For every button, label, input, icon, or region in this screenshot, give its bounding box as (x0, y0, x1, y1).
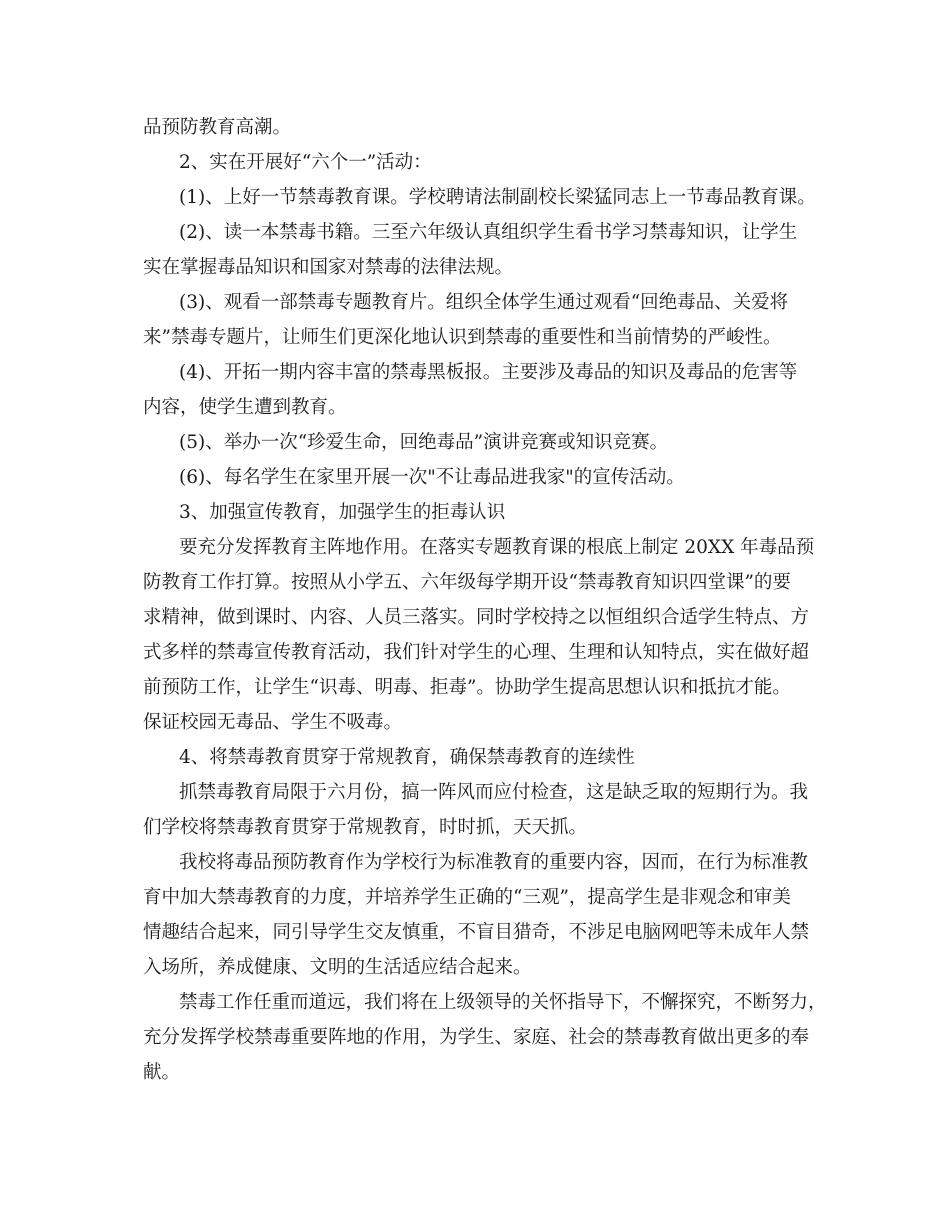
text-line: 们学校将禁毒教育贯穿于常规教育，时时抓，天天抓。 (143, 817, 588, 838)
text-line: 实在掌握毒品知识和国家对禁毒的法律法规。 (143, 257, 514, 278)
section-heading: 3、加强宣传教育，加强学生的拒毒认识 (179, 502, 506, 523)
list-item: (2)、读一本禁毒书籍。三至六年级认真组织学生看书学习禁毒知识，让学生 (179, 222, 798, 243)
section-heading: 2、实在开展好“六个一”活动： (179, 152, 432, 173)
text-line: 防教育工作打算。按照从小学五、六年级每学期开设“禁毒教育知识四堂课”的要 (143, 572, 791, 593)
text-line: 内容，使学生遭到教育。 (143, 397, 347, 418)
list-item: (6)、每名学生在家里开展一次"不让毒品进我家"的宣传活动。 (179, 467, 685, 488)
text-line: 入场所，养成健康、文明的生活适应结合起来。 (143, 957, 532, 978)
text-line: 情趣结合起来，同引导学生交友慎重，不盲目猎奇，不涉足电脑网吧等未成年人禁 (143, 922, 810, 943)
text-line: 式多样的禁毒宣传教育活动，我们针对学生的心理、生理和认知特点，实在做好超 (143, 642, 810, 663)
list-item: (3)、观看一部禁毒专题教育片。组织全体学生通过观看“回绝毒品、关爱将 (179, 292, 789, 313)
text-line: 保证校园无毒品、学生不吸毒。 (143, 712, 403, 733)
text-line: 求精神，做到课时、内容、人员三落实。同时学校持之以恒组织合适学生特点、方 (143, 607, 810, 628)
text-line: 充分发挥学校禁毒重要阵地的作用，为学生、家庭、社会的禁毒教育做出更多的奉 (143, 1027, 810, 1048)
text-line: 品预防教育高潮。 (143, 117, 292, 138)
list-item: (1)、上好一节禁毒教育课。学校聘请法制副校长梁猛同志上一节毒品教育课。 (179, 187, 816, 208)
list-item: (4)、开拓一期内容丰富的禁毒黑板报。主要涉及毒品的知识及毒品的危害等 (179, 362, 798, 383)
paragraph-line: 禁毒工作任重而道远，我们将在上级领导的关怀指导下，不懈探究，不断努力， (179, 992, 827, 1013)
text-line: 献。 (143, 1062, 181, 1083)
section-heading: 4、将禁毒教育贯穿于常规教育，确保禁毒教育的连续性 (179, 747, 635, 768)
text-line: 来”禁毒专题片，让师生们更深化地认识到禁毒的重要性和当前情势的严峻性。 (143, 327, 782, 348)
paragraph-line: 要充分发挥教育主阵地作用。在落实专题教育课的根底上制定 20XX 年毒品预 (179, 537, 815, 558)
text-line: 前预防工作，让学生“识毒、明毒、拒毒”。协助学生提高思想认识和抵抗才能。 (143, 677, 791, 698)
list-item: (5)、举办一次“珍爱生命，回绝毒品”演讲竞赛或知识竞赛。 (179, 432, 669, 453)
paragraph-line: 我校将毒品预防教育作为学校行为标准教育的重要内容，因而，在行为标准教 (179, 852, 809, 873)
paragraph-line: 抓禁毒教育局限于六月份，搞一阵风而应付检查，这是缺乏取的短期行为。我 (179, 782, 809, 803)
text-line: 育中加大禁毒教育的力度，并培养学生正确的“三观”，提高学生是非观念和审美 (143, 887, 791, 908)
